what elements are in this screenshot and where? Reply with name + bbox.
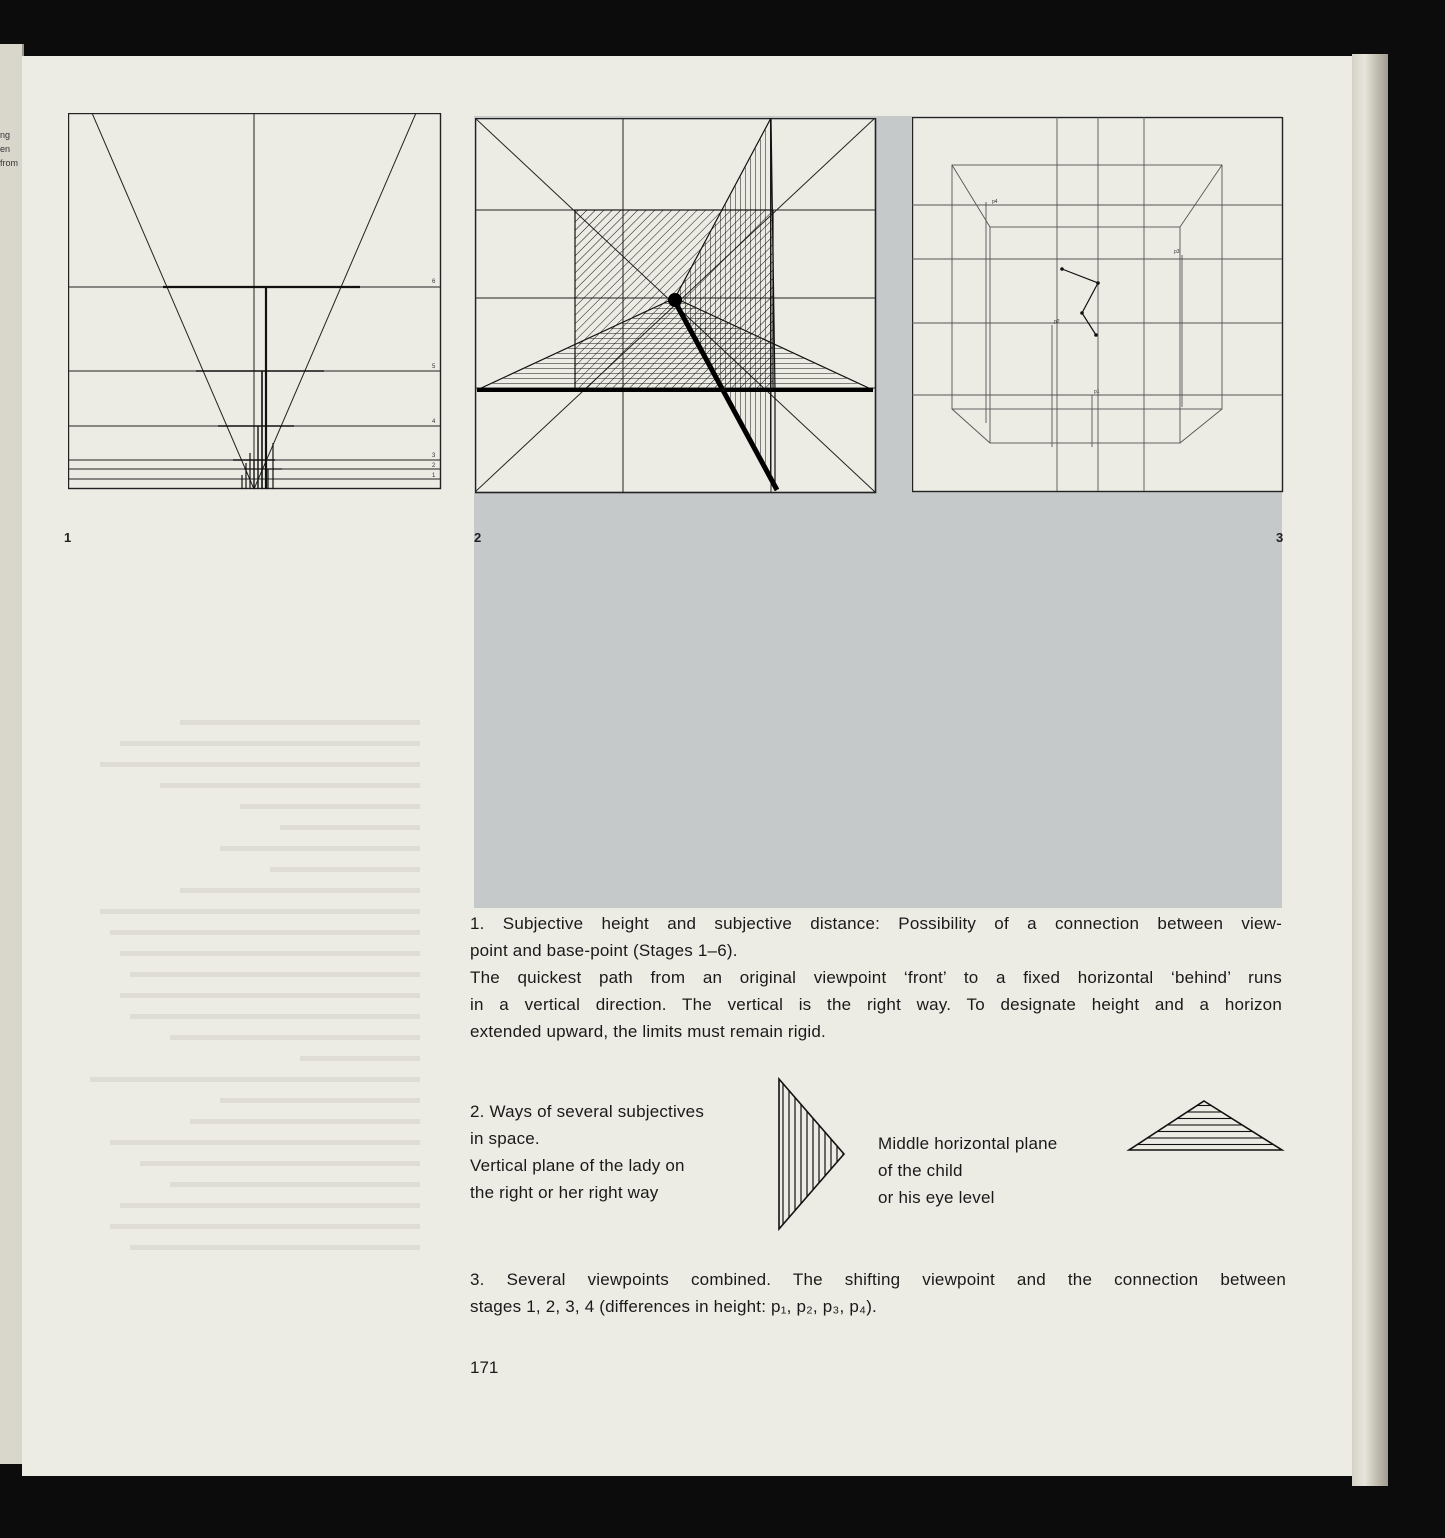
caption-line: in space. [470, 1129, 540, 1148]
show-through-line [40, 1048, 420, 1069]
show-through-line [40, 838, 420, 859]
stage-label: 3 [432, 453, 436, 459]
figure-2-number: 2 [474, 530, 482, 545]
figure-2-drawing [475, 118, 877, 494]
stage-label: 2 [432, 463, 436, 469]
caption-2b [878, 1130, 1118, 1211]
caption-2 [470, 1098, 770, 1206]
caption-line: Middle horizontal plane [878, 1134, 1058, 1153]
caption-line: 2. Ways of several subjectives [470, 1102, 705, 1121]
show-through-line [40, 1027, 420, 1048]
show-through-line [40, 1069, 420, 1090]
show-through-line [40, 733, 420, 754]
figure-3-drawing [912, 117, 1284, 493]
show-through-line [40, 922, 420, 943]
stage-label: 1 [432, 473, 436, 479]
show-through-line [40, 817, 420, 838]
page-number: 171 [470, 1358, 499, 1377]
figure-1 [68, 113, 442, 491]
show-through-line [40, 1132, 420, 1153]
caption-line: extended upward, the limits must remain rigid. [470, 1022, 826, 1041]
show-through-line [40, 1216, 420, 1237]
show-through-text [40, 712, 420, 1258]
show-through-line [40, 985, 420, 1006]
show-through-line [40, 754, 420, 775]
show-through-line [40, 1195, 420, 1216]
stage-label: 4 [432, 419, 436, 425]
figure-2 [475, 118, 877, 494]
show-through-line [40, 943, 420, 964]
point-label: p2 [1054, 319, 1060, 325]
show-through-line [40, 859, 420, 880]
caption-line: stages 1, 2, 3, 4 (differences in height: p₁, p₂, p₃, p₄). [470, 1297, 877, 1316]
caption-line: the right or her right way [470, 1183, 659, 1202]
left-edge-text: ng en from [0, 130, 18, 168]
caption-line: The quickest path from an original viewpoint ‘front’ to a fixed horizontal ‘behind’ runs [470, 968, 1282, 987]
point-label: p3 [1174, 249, 1180, 255]
show-through-line [40, 1006, 420, 1027]
caption-3 [470, 1266, 1286, 1320]
left-page-edge [0, 44, 24, 1464]
stage-label: 6 [432, 279, 436, 285]
show-through-line [40, 1090, 420, 1111]
show-through-line [40, 796, 420, 817]
stage-label: 5 [432, 364, 436, 370]
point-label: p4 [992, 199, 998, 205]
figure-3 [912, 117, 1284, 493]
vertical-plane-diagram [776, 1076, 848, 1232]
figure-3-number: 3 [1276, 530, 1284, 545]
show-through-line [40, 901, 420, 922]
show-through-line [40, 775, 420, 796]
show-through-line [40, 1174, 420, 1195]
figure-1-number: 1 [64, 530, 72, 545]
figure-1-drawing [68, 113, 442, 491]
caption-line: 1. Subjective height and subjective distance: Possibility of a connection between view- [470, 914, 1282, 933]
caption-line: of the child [878, 1161, 963, 1180]
point-label: p1 [1094, 389, 1100, 395]
caption-1 [470, 910, 1282, 1045]
caption-line: Vertical plane of the lady on [470, 1156, 685, 1175]
show-through-line [40, 1237, 420, 1258]
caption-line: or his eye level [878, 1188, 995, 1207]
show-through-line [40, 880, 420, 901]
show-through-line [40, 1111, 420, 1132]
show-through-line [40, 1153, 420, 1174]
page-block-edge [1352, 54, 1388, 1486]
caption-line: 3. Several viewpoints combined. The shifting viewpoint and the connection between [470, 1270, 1286, 1289]
horizontal-plane-diagram [1126, 1098, 1286, 1154]
show-through-line [40, 712, 420, 733]
show-through-line [40, 964, 420, 985]
caption-line: in a vertical direction. The vertical is the right way. To designate height and a horizon [470, 995, 1282, 1014]
caption-line: point and base-point (Stages 1–6). [470, 941, 738, 960]
